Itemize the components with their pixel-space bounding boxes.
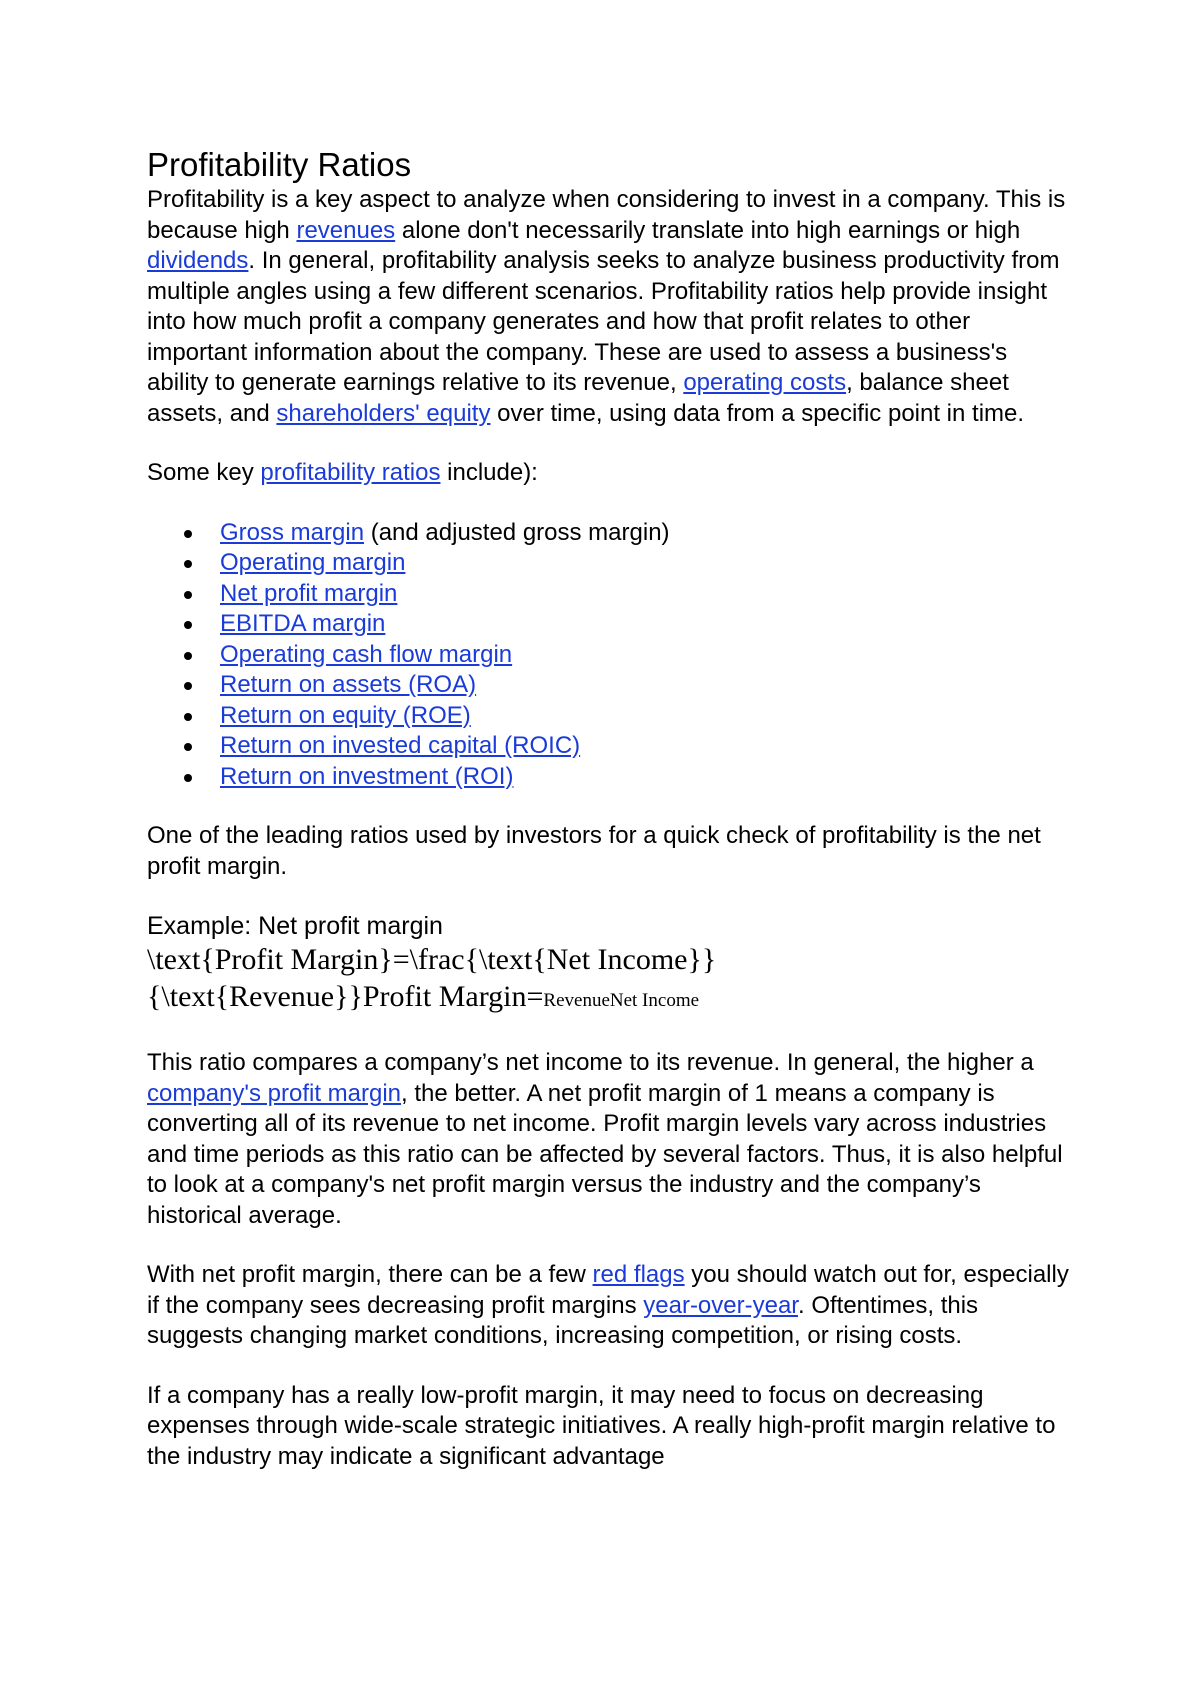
intro-paragraph [147,185,1072,429]
comparison-text-1: This ratio compares a company’s net income to its revenue. In general, the higher a [147,1049,1034,1076]
company-profit-margin-link[interactable]: company's profit margin [147,1079,402,1107]
bullet-icon [184,560,192,568]
red-flags-text-1: With net profit margin, there can be a few [147,1261,593,1288]
formula-line-1: \text{Profit Margin}=\frac{\text{Net Income}} [147,943,717,976]
list-item [147,731,1072,762]
low-margin-paragraph: If a company has a really low-profit margin, it may need to focus on decreasing expenses through wide-scale strategic initiatives. A really high-profit margin relative to the industry may indicate a significant advantage [147,1381,1056,1470]
list-item [147,609,1072,640]
document-page [147,145,1072,1472]
red-flags-link[interactable]: red flags [592,1261,685,1288]
return-on-assets-link[interactable]: Return on assets (ROA) [220,671,477,698]
gross-margin-link[interactable]: Gross margin [220,518,365,546]
list-item [147,579,1072,610]
intro-text-4: , balance sheet assets, and [147,369,1009,427]
intro-text-5: over time, using data from a specific point in time. [490,399,1025,427]
list-item [147,640,1072,671]
operating-cash-flow-margin-link[interactable]: Operating cash flow margin [220,640,513,668]
formula-block [147,941,1072,1019]
return-on-invested-capital-link[interactable]: Return on invested capital (ROIC) [220,732,581,759]
formula-line-2-main: {\text{Revenue}}Profit Margin= [147,980,544,1013]
key-ratios-text-1: Some key [147,459,261,486]
profitability-ratios-link[interactable]: profitability ratios [260,459,441,486]
bullet-icon [184,591,192,599]
red-flags-text-2: you should watch out for, especially if the company sees decreasing profit margins [147,1261,1069,1319]
list-item [147,548,1072,579]
ratios-list [147,518,1072,793]
ebitda-margin-link[interactable]: EBITDA margin [220,610,386,637]
revenues-link[interactable]: revenues [296,216,396,244]
list-item [147,701,1072,732]
red-flags-text-3: . Oftentimes, this suggests changing market conditions, increasing competition, or rising costs. [147,1291,979,1349]
bullet-icon [184,743,192,751]
comparison-text-2: , the better. A net profit margin of 1 means a company is converting all of its revenue to net income. Profit margin levels vary across industries and time periods as this ratio can be affected by several factors. Thus, it is also helpful to look at a company's net profit margin versus the industry and the company’s historical average. [147,1079,1063,1229]
return-on-investment-link[interactable]: Return on investment (ROI) [220,762,514,790]
page-title: Profitability Ratios [147,146,412,183]
shareholders-equity-link[interactable]: shareholders' equity [276,399,491,427]
intro-text-2: alone don't necessarily translate into high earnings or high [395,216,1021,244]
net-profit-margin-link[interactable]: Net profit margin [220,579,398,607]
bullet-icon [184,530,192,538]
formula-line-2-small: RevenueNet Income [543,990,700,1011]
year-over-year-link[interactable]: year-over-year [643,1291,798,1319]
operating-costs-link[interactable]: operating costs [683,369,847,396]
comparison-paragraph [147,1048,1072,1231]
example-heading: Example: Net profit margin [147,912,443,940]
return-on-equity-link[interactable]: Return on equity (ROE) [220,701,471,729]
key-ratios-paragraph [147,458,1072,489]
key-ratios-text-2: include): [440,459,538,486]
bullet-icon [184,774,192,782]
red-flags-paragraph [147,1260,1072,1352]
formula-line-2 [147,978,1072,1019]
list-item [147,762,1072,793]
leading-ratio-paragraph: One of the leading ratios used by investors for a quick check of profitability is the net profit margin. [147,822,1041,880]
operating-margin-link[interactable]: Operating margin [220,549,406,576]
intro-text-3: . In general, profitability analysis seeks to analyze business productivity from multiple angles using a few different scenarios. Profitability ratios help provide insight into how much profit a company generates and how that profit relates to other important information about the company. These are used to assess a business's ability to generate earnings relative to its revenue, [147,247,1060,396]
list-item-suffix: (and adjusted gross margin) [364,518,670,546]
dividends-link[interactable]: dividends [147,247,249,274]
bullet-icon [184,682,192,690]
intro-text-1: Profitability is a key aspect to analyze when considering to invest in a company. This is because high [147,186,1066,244]
bullet-icon [184,713,192,721]
bullet-icon [184,621,192,629]
list-item [147,518,1072,549]
bullet-icon [184,652,192,660]
list-item [147,670,1072,701]
